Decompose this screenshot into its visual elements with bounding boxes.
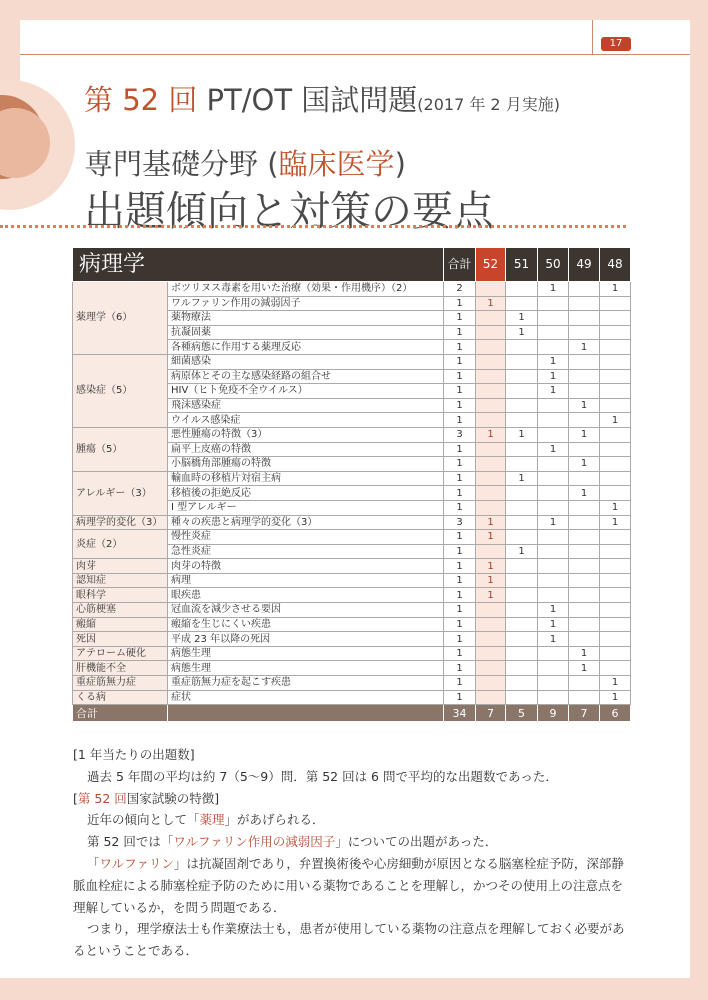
text-span: 第 52 回では「 xyxy=(87,834,174,850)
count-cell xyxy=(569,442,600,457)
count-cell xyxy=(569,632,600,647)
count-cell: 1 xyxy=(444,354,476,369)
paragraph xyxy=(73,809,633,831)
count-cell xyxy=(476,661,506,676)
category-cell: 眼科学 xyxy=(73,588,168,603)
text-span: 」があげられる． xyxy=(224,812,325,828)
count-cell xyxy=(569,603,600,618)
highlight: ワルファリン作用の減弱因子 xyxy=(173,834,336,850)
topic-cell: 慢性炎症 xyxy=(168,530,444,545)
column-header-合計: 合計 xyxy=(444,248,476,282)
heading-rest: 国家試験の特徴] xyxy=(126,790,220,806)
count-cell xyxy=(538,559,569,574)
topic-cell: 平成 23 年以降の死因 xyxy=(168,632,444,647)
count-cell xyxy=(600,457,631,472)
table-row xyxy=(73,690,631,705)
total-value: 34 xyxy=(444,705,476,722)
table-row xyxy=(73,573,631,588)
count-cell xyxy=(569,530,600,545)
section-heading-features xyxy=(73,788,633,810)
count-cell: 1 xyxy=(444,471,476,486)
count-cell xyxy=(569,296,600,311)
header-rule xyxy=(20,54,690,55)
count-cell xyxy=(569,617,600,632)
paragraph xyxy=(73,853,633,918)
column-header-48: 48 xyxy=(600,248,631,282)
count-cell xyxy=(506,340,538,355)
count-cell xyxy=(600,471,631,486)
count-cell xyxy=(600,340,631,355)
table-header xyxy=(73,248,631,282)
category-cell: 死因 xyxy=(73,632,168,647)
table-row xyxy=(73,646,631,661)
count-cell xyxy=(538,486,569,501)
topic-cell: 病態生理 xyxy=(168,646,444,661)
topic-cell: HIV（ヒト免疫不全ウイルス） xyxy=(168,384,444,399)
count-cell: 1 xyxy=(569,646,600,661)
total-row xyxy=(73,705,631,722)
table-row xyxy=(73,661,631,676)
table-row xyxy=(73,632,631,647)
category-cell: 感染症（5） xyxy=(73,354,168,427)
table-row xyxy=(73,676,631,691)
count-cell: 1 xyxy=(444,398,476,413)
count-cell xyxy=(476,311,506,326)
count-cell: 1 xyxy=(600,500,631,515)
count-cell: 1 xyxy=(476,427,506,442)
count-cell: 1 xyxy=(444,369,476,384)
subtitle xyxy=(84,142,406,183)
count-cell xyxy=(600,369,631,384)
topic-cell: 冠血流を減少させる要因 xyxy=(168,603,444,618)
count-cell: 1 xyxy=(476,588,506,603)
body-text xyxy=(73,744,633,962)
count-cell xyxy=(538,457,569,472)
count-cell xyxy=(538,530,569,545)
count-cell: 1 xyxy=(506,325,538,340)
total-value: 7 xyxy=(476,705,506,722)
count-cell xyxy=(506,573,538,588)
count-cell xyxy=(476,486,506,501)
text-span: 近年の傾向として「 xyxy=(87,812,200,828)
topic-cell: 小脳橋角部腫瘍の特徴 xyxy=(168,457,444,472)
count-cell xyxy=(476,282,506,297)
count-cell xyxy=(569,544,600,559)
subtitle-pre: 専門基礎分野 ( xyxy=(84,147,279,181)
category-cell: 重症筋無力症 xyxy=(73,676,168,691)
count-cell xyxy=(600,427,631,442)
count-cell: 1 xyxy=(476,559,506,574)
title-accent: 第 52 回 xyxy=(84,83,198,117)
count-cell: 1 xyxy=(538,442,569,457)
count-cell xyxy=(600,296,631,311)
count-cell xyxy=(569,384,600,399)
topic-cell: 移植後の拒絶反応 xyxy=(168,486,444,501)
count-cell xyxy=(600,325,631,340)
count-cell xyxy=(538,646,569,661)
heading-accent: 第 52 回 xyxy=(77,790,127,806)
count-cell xyxy=(538,676,569,691)
topic-cell: 瘢縮を生じにくい疾患 xyxy=(168,617,444,632)
count-cell xyxy=(506,282,538,297)
count-cell: 1 xyxy=(538,282,569,297)
count-cell xyxy=(506,530,538,545)
category-cell: 肉芽 xyxy=(73,559,168,574)
count-cell: 1 xyxy=(444,296,476,311)
count-cell: 1 xyxy=(538,617,569,632)
count-cell xyxy=(569,676,600,691)
category-cell: 心筋梗塞 xyxy=(73,603,168,618)
count-cell: 1 xyxy=(444,544,476,559)
topic-cell: 細菌感染 xyxy=(168,354,444,369)
count-cell xyxy=(506,296,538,311)
count-cell xyxy=(506,369,538,384)
category-cell: 認知症 xyxy=(73,573,168,588)
count-cell xyxy=(538,340,569,355)
topic-cell: 扁平上皮癌の特徴 xyxy=(168,442,444,457)
count-cell xyxy=(600,617,631,632)
count-cell: 1 xyxy=(476,296,506,311)
count-cell: 1 xyxy=(444,676,476,691)
count-cell xyxy=(538,398,569,413)
paragraph: つまり，理学療法士も作業療法士も，患者が使用している薬物の注意点を理解しておく必要があるということである． xyxy=(73,921,625,959)
table-row xyxy=(73,559,631,574)
count-cell: 1 xyxy=(600,282,631,297)
count-cell xyxy=(506,588,538,603)
count-cell: 1 xyxy=(476,530,506,545)
section-heading-count: [1 年当たりの出題数] xyxy=(73,747,195,762)
count-cell xyxy=(476,471,506,486)
count-cell xyxy=(506,398,538,413)
count-cell: 1 xyxy=(444,311,476,326)
topic-cell: 病原体とその主な感染経路の組合せ xyxy=(168,369,444,384)
count-cell xyxy=(538,427,569,442)
topic-cell: 各種病態に作用する薬理反応 xyxy=(168,340,444,355)
topic-cell: 病態生理 xyxy=(168,661,444,676)
highlight: 薬理 xyxy=(199,812,225,828)
column-header-52: 52 xyxy=(476,248,506,282)
count-cell xyxy=(476,340,506,355)
count-cell: 1 xyxy=(444,588,476,603)
count-cell xyxy=(506,603,538,618)
count-cell xyxy=(506,384,538,399)
count-cell xyxy=(506,661,538,676)
count-cell xyxy=(538,588,569,603)
title-date: (2017 年 2 月実施) xyxy=(417,95,560,114)
count-cell: 1 xyxy=(538,515,569,530)
count-cell xyxy=(538,311,569,326)
count-cell: 1 xyxy=(444,632,476,647)
count-cell: 1 xyxy=(444,500,476,515)
count-cell xyxy=(506,632,538,647)
table-row xyxy=(73,530,631,545)
total-value: 7 xyxy=(569,705,600,722)
topic-cell: 飛沫感染症 xyxy=(168,398,444,413)
count-cell: 1 xyxy=(444,573,476,588)
text-span: 「 xyxy=(87,855,100,871)
count-cell: 1 xyxy=(569,457,600,472)
count-cell xyxy=(600,354,631,369)
count-cell xyxy=(569,369,600,384)
count-cell xyxy=(538,661,569,676)
category-cell: 腫瘍（5） xyxy=(73,427,168,471)
topic-cell: 眼疾患 xyxy=(168,588,444,603)
count-cell xyxy=(600,384,631,399)
count-cell xyxy=(600,646,631,661)
highlight: ワルファリン xyxy=(99,855,174,871)
table-row xyxy=(73,515,631,530)
column-header-51: 51 xyxy=(506,248,538,282)
count-cell: 1 xyxy=(538,369,569,384)
page xyxy=(0,20,690,978)
count-cell xyxy=(476,354,506,369)
count-cell xyxy=(506,646,538,661)
count-cell xyxy=(600,588,631,603)
count-cell: 1 xyxy=(600,413,631,428)
section-heading: 出題傾向と対策の要点 xyxy=(84,187,494,235)
total-value: 9 xyxy=(538,705,569,722)
table-row xyxy=(73,471,631,486)
count-cell xyxy=(506,457,538,472)
category-cell: 肝機能不全 xyxy=(73,661,168,676)
count-cell xyxy=(538,500,569,515)
paragraph xyxy=(73,831,633,853)
topic-cell: 肉芽の特徴 xyxy=(168,559,444,574)
count-cell xyxy=(569,588,600,603)
category-cell: 炎症（2） xyxy=(73,530,168,559)
count-cell xyxy=(569,500,600,515)
count-cell xyxy=(600,603,631,618)
count-cell xyxy=(506,486,538,501)
count-cell: 1 xyxy=(538,384,569,399)
count-cell xyxy=(506,442,538,457)
count-cell: 1 xyxy=(444,457,476,472)
count-cell xyxy=(538,573,569,588)
count-cell xyxy=(569,311,600,326)
count-cell: 1 xyxy=(476,573,506,588)
count-cell xyxy=(476,413,506,428)
column-header-49: 49 xyxy=(569,248,600,282)
count-cell xyxy=(506,354,538,369)
subtitle-post: ) xyxy=(394,147,406,181)
count-cell xyxy=(569,690,600,705)
table-row xyxy=(73,603,631,618)
count-cell xyxy=(600,486,631,501)
count-cell: 1 xyxy=(444,661,476,676)
count-cell: 1 xyxy=(569,661,600,676)
count-cell: 1 xyxy=(444,559,476,574)
count-cell xyxy=(569,471,600,486)
topic-cell: ワルファリン作用の減弱因子 xyxy=(168,296,444,311)
count-cell: 1 xyxy=(569,486,600,501)
count-cell xyxy=(476,646,506,661)
count-cell xyxy=(538,471,569,486)
category-cell: 瘢縮 xyxy=(73,617,168,632)
count-cell: 1 xyxy=(444,617,476,632)
count-cell xyxy=(476,676,506,691)
count-cell xyxy=(538,690,569,705)
topic-cell: I 型アレルギー xyxy=(168,500,444,515)
count-cell xyxy=(476,398,506,413)
count-cell xyxy=(476,690,506,705)
count-cell xyxy=(476,457,506,472)
count-cell: 1 xyxy=(506,311,538,326)
count-cell: 1 xyxy=(506,471,538,486)
question-table xyxy=(72,247,631,722)
count-cell: 3 xyxy=(444,427,476,442)
count-cell xyxy=(600,632,631,647)
count-cell xyxy=(600,530,631,545)
bracket: [ xyxy=(73,790,78,806)
topic-cell: 薬物療法 xyxy=(168,311,444,326)
count-cell xyxy=(506,500,538,515)
count-cell: 1 xyxy=(444,486,476,501)
topic-cell: 急性炎症 xyxy=(168,544,444,559)
topic-cell: 輸血時の移植片対宿主病 xyxy=(168,471,444,486)
count-cell xyxy=(600,311,631,326)
count-cell xyxy=(476,632,506,647)
topic-cell: 悪性腫瘍の特徴（3） xyxy=(168,427,444,442)
count-cell: 1 xyxy=(444,384,476,399)
count-cell: 1 xyxy=(444,690,476,705)
category-cell: 薬理学（6） xyxy=(73,282,168,355)
count-cell: 2 xyxy=(444,282,476,297)
count-cell: 1 xyxy=(444,646,476,661)
count-cell: 1 xyxy=(506,544,538,559)
total-value: 5 xyxy=(506,705,538,722)
category-cell: くる病 xyxy=(73,690,168,705)
total-value: 6 xyxy=(600,705,631,722)
dotted-divider xyxy=(0,225,626,228)
count-cell xyxy=(506,617,538,632)
subtitle-accent: 臨床医学 xyxy=(278,147,395,181)
count-cell xyxy=(569,573,600,588)
count-cell: 1 xyxy=(538,354,569,369)
count-cell: 1 xyxy=(600,515,631,530)
count-cell xyxy=(476,500,506,515)
count-cell xyxy=(538,325,569,340)
count-cell xyxy=(476,442,506,457)
count-cell: 1 xyxy=(444,530,476,545)
count-cell: 1 xyxy=(476,515,506,530)
text-span: 」についての出題があった． xyxy=(335,834,498,850)
count-cell: 1 xyxy=(444,413,476,428)
count-cell xyxy=(569,282,600,297)
count-cell xyxy=(476,369,506,384)
count-cell xyxy=(569,325,600,340)
paragraph: 過去 5 年間の平均は約 7（5～9）問．第 52 回は 6 問で平均的な出題数であった． xyxy=(87,768,558,784)
count-cell xyxy=(569,559,600,574)
count-cell xyxy=(569,515,600,530)
table-row xyxy=(73,354,631,369)
count-cell xyxy=(476,325,506,340)
count-cell: 3 xyxy=(444,515,476,530)
topic-cell: 種々の疾患と病理学的変化（3） xyxy=(168,515,444,530)
category-cell: 病理学的変化（3） xyxy=(73,515,168,530)
count-cell xyxy=(506,676,538,691)
count-cell xyxy=(476,384,506,399)
count-cell: 1 xyxy=(538,632,569,647)
count-cell xyxy=(569,413,600,428)
table-row xyxy=(73,617,631,632)
count-cell xyxy=(506,515,538,530)
table-title: 病理学 xyxy=(73,248,444,282)
column-header-50: 50 xyxy=(538,248,569,282)
count-cell xyxy=(600,442,631,457)
topic-cell: 抗凝固薬 xyxy=(168,325,444,340)
count-cell xyxy=(506,413,538,428)
table-row xyxy=(73,282,631,297)
count-cell xyxy=(569,354,600,369)
count-cell xyxy=(538,544,569,559)
total-label: 合計 xyxy=(73,705,168,722)
category-cell: アテローム硬化 xyxy=(73,646,168,661)
title-main: PT/OT 国試問題 xyxy=(197,83,418,117)
count-cell xyxy=(538,413,569,428)
count-cell: 1 xyxy=(569,427,600,442)
count-cell: 1 xyxy=(506,427,538,442)
count-cell: 1 xyxy=(569,340,600,355)
count-cell: 1 xyxy=(600,690,631,705)
text-span: 」は抗凝固剤であり，弁置換術後や心房細動が原因となる脳塞栓症予防，深部静脈血栓症による肺塞栓症予防のために用いる薬物であることを理解し，かつその使用上の注意点を理解しているか，を問う問題である． xyxy=(73,855,624,915)
total-empty xyxy=(168,705,444,722)
table-row xyxy=(73,588,631,603)
topic-cell: ボツリヌス毒素を用いた治療（効果・作用機序）（2） xyxy=(168,282,444,297)
topic-cell: 病理 xyxy=(168,573,444,588)
count-cell: 1 xyxy=(444,340,476,355)
count-cell xyxy=(538,296,569,311)
table-row xyxy=(73,427,631,442)
count-cell xyxy=(600,559,631,574)
count-cell: 1 xyxy=(444,603,476,618)
count-cell xyxy=(476,544,506,559)
topic-cell: 重症筋無力症を起こす疾患 xyxy=(168,676,444,691)
count-cell xyxy=(476,603,506,618)
page-title xyxy=(84,78,560,119)
topic-cell: ウイルス感染症 xyxy=(168,413,444,428)
count-cell xyxy=(506,690,538,705)
count-cell: 1 xyxy=(444,325,476,340)
count-cell: 1 xyxy=(600,676,631,691)
category-cell: アレルギー（3） xyxy=(73,471,168,515)
count-cell xyxy=(476,617,506,632)
count-cell xyxy=(506,559,538,574)
count-cell: 1 xyxy=(538,603,569,618)
page-number: 17 xyxy=(601,37,631,51)
count-cell xyxy=(600,544,631,559)
count-cell xyxy=(600,398,631,413)
header-divider xyxy=(592,20,593,54)
count-cell xyxy=(600,573,631,588)
count-cell: 1 xyxy=(569,398,600,413)
topic-cell: 症状 xyxy=(168,690,444,705)
count-cell: 1 xyxy=(444,442,476,457)
count-cell xyxy=(600,661,631,676)
